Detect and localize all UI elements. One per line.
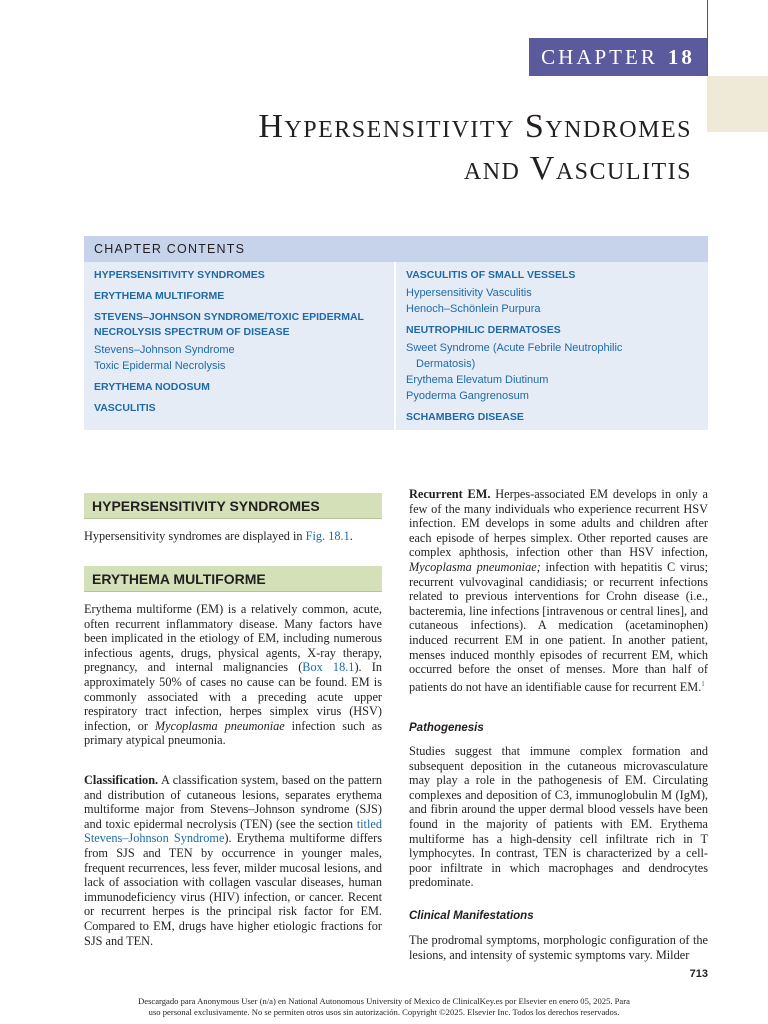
- contents-subsection-link[interactable]: Sweet Syndrome (Acute Febrile Neutrophilic: [406, 342, 623, 354]
- contents-subsection-link[interactable]: Dermatosis): [416, 358, 476, 370]
- text: infection such as primary atypical pneumonia.: [84, 718, 383, 748]
- em-intro-paragraph: [84, 602, 382, 748]
- italic-text: Mycoplasma pneumoniae: [154, 718, 285, 733]
- download-footer: [110, 996, 658, 1018]
- page-number: 713: [689, 968, 708, 980]
- section-link[interactable]: titled Stevens–Johnson Syndrome: [84, 816, 382, 846]
- contents-section-link[interactable]: SCHAMBERG DISEASE: [406, 411, 524, 423]
- contents-section-link[interactable]: ERYTHEMA MULTIFORME: [94, 290, 225, 302]
- text: ). In approximately 50% of cases no cause can be found. EM is commonly associated with a preceding acute upper respiratory tract infection, herpes simplex virus (HSV) infection, or: [84, 660, 382, 733]
- contents-right-column: [396, 262, 708, 430]
- contents-subsection-link[interactable]: Hypersensitivity Vasculitis: [406, 287, 532, 299]
- chapter-word: CHAPTER: [541, 44, 658, 69]
- chapter-label: [529, 38, 707, 76]
- chapter-title-line-2: and Vasculitis: [463, 150, 692, 187]
- chapter-title: [258, 106, 692, 190]
- classification-paragraph: [84, 773, 382, 948]
- chapter-contents-header: CHAPTER CONTENTS: [84, 236, 708, 262]
- hypersensitivity-paragraph: [84, 529, 384, 544]
- classification-lead: Classification.: [84, 773, 159, 787]
- contents-subsection-link[interactable]: Toxic Epidermal Necrolysis: [94, 360, 226, 372]
- contents-section-link[interactable]: STEVENS–JOHNSON SYNDROME/TOXIC EPIDERMAL NECROLYSIS SPECTRUM OF DISEASE: [94, 311, 364, 338]
- text: infection with hepatitis C virus; recurrent vulvovaginal candidiasis; or recurrent infections related to previous interventions for Crohn disease (i.e., bacteremia, line infections [intravenous or central lines], and cutaneous infections). A medication (acetaminophen) induced recurrent EM in one patient. In another patient, menses induced monthly episodes of recurrent EM, which occurred before the onset of menses. More than half of patients do not have an identifiable cause for recurrent EM.: [409, 559, 708, 694]
- figure-link[interactable]: Fig. 18.1: [305, 529, 350, 543]
- subheading-clinical-manifestations: Clinical Manifestations: [409, 910, 534, 922]
- contents-section-link[interactable]: ERYTHEMA NODOSUM: [94, 381, 210, 393]
- contents-section-link[interactable]: NEUTROPHILIC DERMATOSES: [406, 324, 561, 336]
- chapter-title-line-1: Hypersensitivity Syndromes: [258, 108, 692, 145]
- recurrent-em-lead: Recurrent EM.: [409, 487, 491, 501]
- text: Erythema multiforme (EM) is a relatively common, acute, often recurrent inflammatory disease. Many factors have been implicated in the etiology of EM, including numerous infectious agents, drugs, physical agents, X-ray therapy, pregnancy, and internal malignancies (: [84, 602, 382, 675]
- text: Hypersensitivity syndromes are displayed in: [84, 529, 306, 543]
- pathogenesis-paragraph: Studies suggest that immune complex formation and subsequent deposition in the cutaneous microvasculature may play a role in the pathogenesis of EM. Circulating complexes and deposition of C3, immunoglobulin M (IgM), and fibrin around the upper dermal blood vessels have been found in the majority of patients with EM. Erythema multiforme has a high-density cell infiltrate rich in T lymphocytes. In contrast, TEN is characterized by a cell-poor infiltrate in which macrophages and dendrocytes predominate.: [409, 744, 708, 890]
- contents-section-link[interactable]: VASCULITIS OF SMALL VESSELS: [406, 269, 576, 281]
- text: .: [349, 529, 353, 543]
- subheading-pathogenesis: Pathogenesis: [409, 722, 484, 734]
- footnote-ref[interactable]: 1: [701, 679, 705, 688]
- italic-text: Mycoplasma pneumoniae;: [409, 559, 541, 574]
- box-link[interactable]: Box 18.1: [302, 660, 355, 675]
- footer-line-2: uso personal exclusivamente. No se permiten otros usos sin autorización. Copyright ©2025. Elsevier Inc. Todos los derechos reservados.: [148, 1007, 620, 1017]
- contents-section-link[interactable]: HYPERSENSITIVITY SYNDROMES: [94, 269, 265, 281]
- contents-subsection-link[interactable]: Henoch–Schönlein Purpura: [406, 303, 541, 315]
- contents-subsection-link[interactable]: Pyoderma Gangrenosum: [406, 390, 529, 402]
- section-heading-erythema-multiforme: ERYTHEMA MULTIFORME: [84, 566, 382, 592]
- text: Herpes-associated EM develops in only a few of the many individuals who experience recurrent HSV infection. EM develops in some adults and children after each episode of herpes simplex. Other reported causes are complex aphthosis, infection other than HSV infection,: [409, 487, 708, 560]
- text: ). Erythema multiforme differs from SJS and TEN by occurrence in younger males, frequent recurrences, less fever, milder mucosal lesions, and lack of association with collagen vascular diseases, human immunodeficiency virus (HIV) infection, or cancer. Recent or recurrent herpes is the principal risk factor for EM. Compared to EM, drugs have higher etiologic fractions for SJS and TEN.: [84, 831, 383, 948]
- footer-line-1: Descargado para Anonymous User (n/a) en National Autonomous University of Mexico de ClinicalKey.es por Elsevier en enero 05, 2025. Para: [138, 996, 630, 1006]
- recurrent-em-paragraph: [409, 487, 708, 694]
- chapter-contents-box: [84, 262, 708, 430]
- contents-subsection-link[interactable]: Stevens–Johnson Syndrome: [94, 344, 235, 356]
- text: A classification system, based on the pattern and distribution of cutaneous lesions, separates erythema multiforme major from Stevens–Johnson syndrome (SJS) and toxic epidermal necrolysis (TEN) (see the section: [84, 773, 382, 831]
- contents-subsection-link[interactable]: Erythema Elevatum Diutinum: [406, 374, 549, 386]
- chapter-tab: [707, 76, 768, 132]
- chapter-number: 18: [667, 44, 695, 69]
- contents-left-column: [84, 262, 396, 430]
- section-heading-hypersensitivity: HYPERSENSITIVITY SYNDROMES: [84, 493, 382, 519]
- contents-section-link[interactable]: VASCULITIS: [94, 402, 156, 414]
- clinical-manifestations-paragraph: The prodromal symptoms, morphologic configuration of the lesions, and intensity of systemic symptoms vary. Milder: [409, 933, 708, 962]
